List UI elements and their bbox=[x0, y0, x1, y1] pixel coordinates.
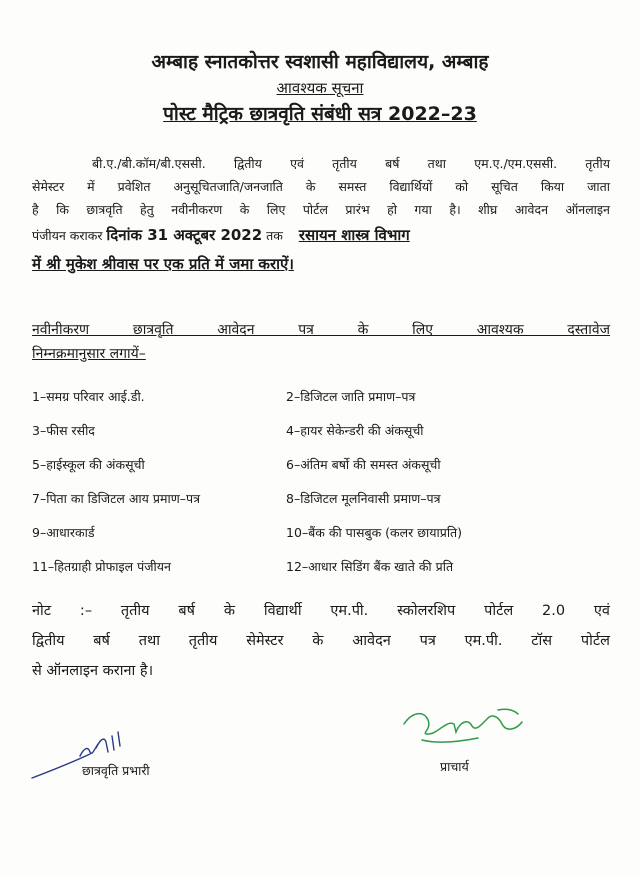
document-row bbox=[32, 490, 612, 524]
principal-title: प्राचार्य bbox=[440, 759, 469, 774]
notice-paragraph bbox=[32, 152, 610, 278]
paragraph-line-deadline bbox=[32, 221, 610, 250]
submission-instruction: में श्री मुकेश श्रीवास पर एक प्रति में जमा कराऐं। bbox=[32, 255, 294, 273]
document-item: 9–आधारकार्ड bbox=[32, 525, 95, 540]
deadline-date: दिनांक 31 अक्टूबर 2022 bbox=[106, 226, 263, 244]
documents-list bbox=[32, 388, 612, 592]
notice-title: पोस्ट मैट्रिक छात्रवृति संबंधी सत्र 2022–23 bbox=[163, 103, 477, 125]
notice-label: आवश्यक सूचना bbox=[276, 79, 364, 97]
note-line: नोट :– तृतीय बर्ष के विद्यार्थी एम.पी. स्कोलरशिप पोर्टल 2.0 एवं bbox=[32, 603, 610, 619]
document-row bbox=[32, 456, 612, 490]
document-item: 3–फीस रसीद bbox=[32, 423, 95, 438]
document-item: 6–अंतिम बर्षो की समस्त अंकसूची bbox=[286, 457, 441, 472]
document-item: 12–आधार सिडिंग बैंक खाते की प्रति bbox=[286, 559, 454, 574]
scholarship-incharge-title: छात्रवृति प्रभारी bbox=[82, 763, 150, 778]
documents-heading-line: निम्नक्रमानुसार लगायें– bbox=[32, 346, 146, 362]
principal-signature bbox=[398, 704, 538, 748]
paragraph-line: बी.ए./बी.कॉम/बी.एससी. द्वितीय एवं तृतीय बर्ष तथा एम.ए./एम.एससी. तृतीय bbox=[92, 156, 610, 171]
document-row bbox=[32, 388, 612, 422]
document-item: 4–हायर सेकेन्डरी की अंकसूची bbox=[286, 423, 424, 438]
document-item: 1–समग्र परिवार आई.डी. bbox=[32, 389, 145, 404]
note-line: द्वितीय बर्ष तथा तृतीय सेमेस्टर के आवेदन पत्र एम.पी. टॉस पोर्टल bbox=[32, 633, 610, 649]
document-row bbox=[32, 558, 612, 592]
paragraph-text: पंजीयन कराकर bbox=[32, 228, 103, 243]
document-item: 2–डिजिटल जाति प्रमाण–पत्र bbox=[286, 389, 416, 404]
paragraph-text: तक bbox=[266, 228, 283, 243]
document-item: 8–डिजिटल मूलनिवासी प्रमाण–पत्र bbox=[286, 491, 441, 506]
document-row bbox=[32, 422, 612, 456]
paragraph-line: है कि छात्रवृति हेतु नवीनीकरण के लिए पोर्टल प्रारंभ हो गया है। शीघ्र आवेदन ऑनलाइन bbox=[32, 202, 610, 217]
document-item: 11–हितग्राही प्रोफाइल पंजीयन bbox=[32, 559, 171, 574]
note-line: से ऑनलाइन कराना है। bbox=[32, 663, 154, 679]
paragraph-line: सेमेस्टर में प्रवेशित अनुसूचितजाति/जनजाति के समस्त विद्यार्थियों को सूचित किया जाता bbox=[32, 179, 610, 194]
document-item: 10–बैंक की पासबुक (कलर छायाप्रति) bbox=[286, 525, 463, 540]
signature-stroke bbox=[404, 709, 522, 742]
document-item: 5–हाईस्कूल की अंकसूची bbox=[32, 457, 145, 472]
documents-heading bbox=[32, 318, 610, 366]
document-row bbox=[32, 524, 612, 558]
department-name: रसायन शास्त्र विभाग bbox=[298, 226, 410, 244]
college-name: अम्बाह स्नातकोत्तर स्वशासी महाविद्यालय, अम्बाह bbox=[151, 51, 489, 73]
note-section bbox=[32, 596, 610, 686]
document-item: 7–पिता का डिजिटल आय प्रमाण–पत्र bbox=[32, 491, 200, 506]
documents-heading-line: नवीनीकरण छात्रवृति आवेदन पत्र के लिए आवश्यक दस्तावेज bbox=[32, 322, 610, 338]
